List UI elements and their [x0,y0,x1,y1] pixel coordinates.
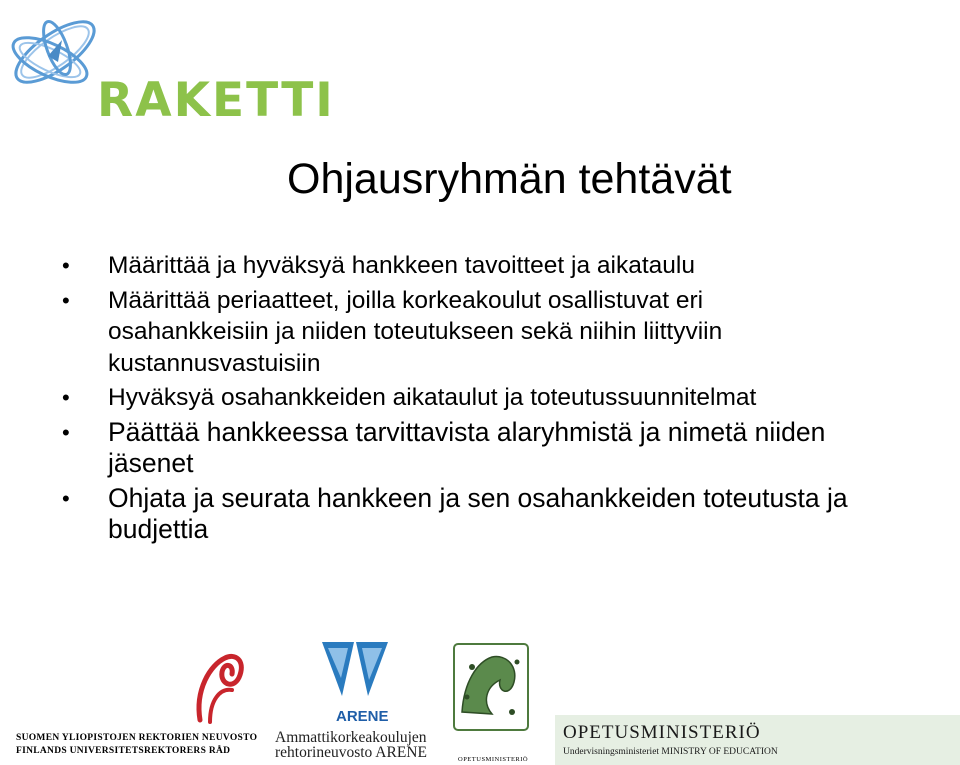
raketti-wordmark: RAKETTI [97,73,335,128]
ministry-title: OPETUSMINISTERIÖ [563,722,761,743]
arene-line-2: rehtorineuvosto ARENE [275,744,427,761]
bullet-dot-icon: • [62,385,70,410]
bullet-item [60,417,960,480]
bullet-text: Määrittää ja hyväksyä hankkeen tavoitteet ja aikataulu [108,252,695,279]
arene-emblem-icon [320,638,390,708]
ministry-lion-emblem-icon [452,642,530,732]
unifi-caption [16,732,257,758]
arene-abbr: ARENE [336,708,389,725]
bullet-dot-icon: • [62,419,70,445]
slide-title: Ohjausryhmän tehtävät [287,155,732,203]
unifi-emblem-icon [190,650,250,725]
arene-caption [275,730,427,760]
bullet-dot-icon: • [62,485,70,511]
partner-logos [0,630,960,765]
bullet-dot-icon: • [62,253,70,278]
bullet-item [60,483,960,546]
raketti-logo [0,0,340,140]
bullet-list [60,250,960,549]
bullet-item [60,285,960,380]
bullet-text: Ohjata ja seurata hankkeen ja sen osahankkeiden toteutusta ja budjettia [108,482,848,544]
bullet-text: Päättää hankkeessa tarvittavista alaryhmistä ja nimetä niiden jäsenet [108,416,826,478]
ministry-subtitle: Undervisningsministeriet MINISTRY OF EDUCATION [563,747,778,757]
bullet-text: Hyväksyä osahankkeiden aikataulut ja toteutussuunnitelmat [108,384,757,411]
bullet-dot-icon: • [62,287,70,313]
bullet-item [60,382,960,414]
ministry-small-caption: OPETUSMINISTERIÖ [458,756,529,763]
unifi-line-sv: FINLANDS UNIVERSITETSREKTORERS RÅD [16,746,231,756]
raketti-emblem-icon [0,0,110,115]
bullet-item [60,250,960,282]
bullet-text: Määrittää periaatteet, joilla korkeakoulut osallistuvat eri osahankkeisiin ja niiden toteutukseen sekä niihin liittyviin kustannusvastuisiin [108,286,723,377]
arene-line-1: Ammattikorkeakoulujen [275,729,427,746]
unifi-line-fi: SUOMEN YLIOPISTOJEN REKTORIEN NEUVOSTO [16,733,258,743]
